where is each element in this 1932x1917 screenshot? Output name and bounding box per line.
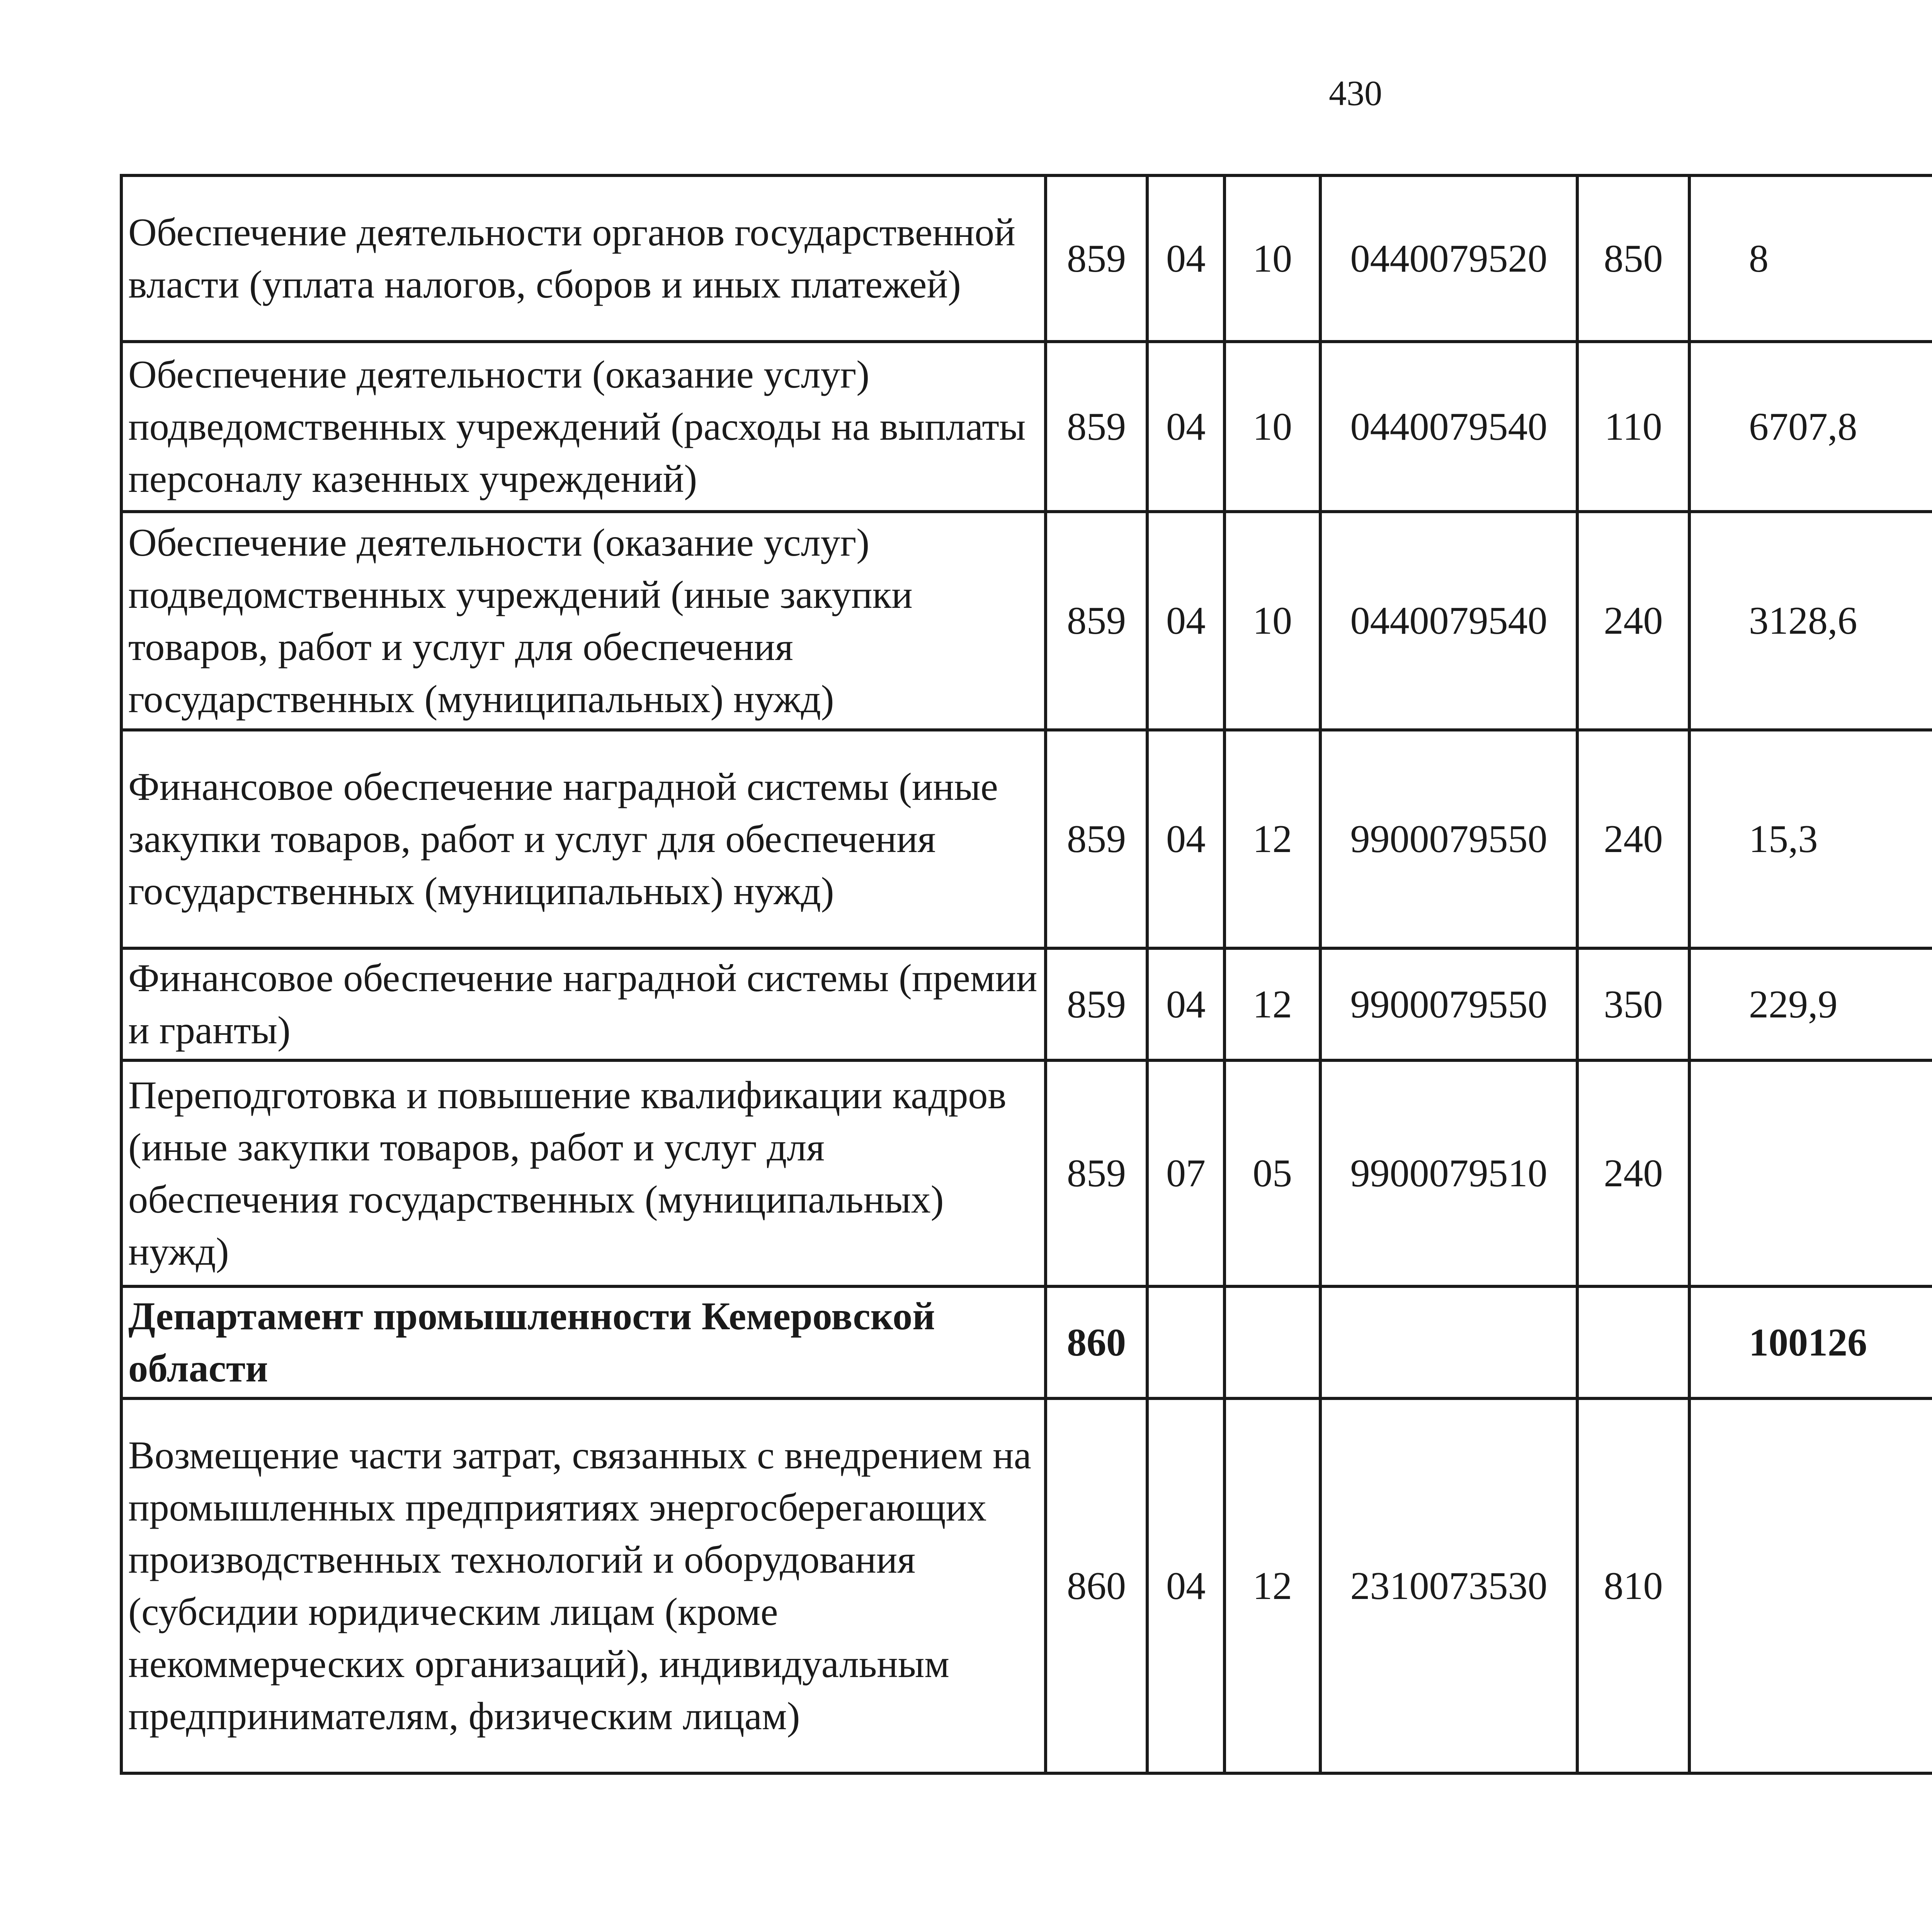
section-code-cell: 04 <box>1147 1398 1225 1773</box>
amount-year-1-cell: 3128,6 <box>1689 512 1932 730</box>
amount-year-1-cell: 8 <box>1689 175 1932 342</box>
page-number: 430 <box>1329 73 1382 113</box>
section-code-cell: 04 <box>1147 512 1225 730</box>
budget-table-body <box>121 175 1932 1773</box>
expense-type-cell: 350 <box>1577 948 1689 1060</box>
budget-table <box>120 174 1932 1775</box>
subsection-code-cell: 10 <box>1225 342 1320 512</box>
amount-year-1-cell <box>1689 1060 1932 1286</box>
subsection-code-cell <box>1225 1286 1320 1398</box>
target-article-cell: 0440079540 <box>1320 342 1577 512</box>
amount-year-1-cell: 6707,8 <box>1689 342 1932 512</box>
ministry-code-cell: 859 <box>1046 512 1147 730</box>
expense-type-cell: 810 <box>1577 1398 1689 1773</box>
ministry-code-cell: 859 <box>1046 175 1147 342</box>
ministry-code-cell: 859 <box>1046 730 1147 948</box>
section-code-cell: 07 <box>1147 1060 1225 1286</box>
target-article-cell: 9900079510 <box>1320 1060 1577 1286</box>
table-row <box>121 1398 1932 1773</box>
subsection-code-cell: 10 <box>1225 512 1320 730</box>
section-code-cell: 04 <box>1147 342 1225 512</box>
amount-year-1-cell: 229,9 <box>1689 948 1932 1060</box>
expense-type-cell: 240 <box>1577 730 1689 948</box>
section-code-cell: 04 <box>1147 948 1225 1060</box>
table-row <box>121 1060 1932 1286</box>
subsection-code-cell: 12 <box>1225 1398 1320 1773</box>
expense-type-cell: 240 <box>1577 512 1689 730</box>
target-article-cell: 0440079540 <box>1320 512 1577 730</box>
table-row <box>121 1286 1932 1398</box>
table-row <box>121 175 1932 342</box>
row-description: Обеспечение деятельности (оказание услуг) подведомственных учреждений (расходы на выплаты персоналу казенных учреждений) <box>121 342 1046 512</box>
row-description: Финансовое обеспечение наградной системы (иные закупки товаров, работ и услуг для обеспечения государственных (муниципальных) нужд) <box>121 730 1046 948</box>
ministry-code-cell: 860 <box>1046 1398 1147 1773</box>
ministry-code-cell: 859 <box>1046 342 1147 512</box>
subsection-code-cell: 12 <box>1225 730 1320 948</box>
target-article-cell: 2310073530 <box>1320 1398 1577 1773</box>
target-article-cell: 9900079550 <box>1320 730 1577 948</box>
amount-year-1-cell: 100126 <box>1689 1286 1932 1398</box>
expense-type-cell: 110 <box>1577 342 1689 512</box>
target-article-cell: 9900079550 <box>1320 948 1577 1060</box>
row-description: Обеспечение деятельности (оказание услуг) подведомственных учреждений (иные закупки товаров, работ и услуг для обеспечения государственных (муниципальных) нужд) <box>121 512 1046 730</box>
target-article-cell <box>1320 1286 1577 1398</box>
section-code-cell <box>1147 1286 1225 1398</box>
expense-type-cell <box>1577 1286 1689 1398</box>
section-code-cell: 04 <box>1147 730 1225 948</box>
expense-type-cell: 850 <box>1577 175 1689 342</box>
amount-year-1-cell <box>1689 1398 1932 1773</box>
ministry-code-cell: 860 <box>1046 1286 1147 1398</box>
subsection-code-cell: 10 <box>1225 175 1320 342</box>
ministry-code-cell: 859 <box>1046 1060 1147 1286</box>
subsection-code-cell: 05 <box>1225 1060 1320 1286</box>
row-description: Переподготовка и повышение квалификации кадров (иные закупки товаров, работ и услуг для обеспечения государственных (муниципальных) нужд) <box>121 1060 1046 1286</box>
section-code-cell: 04 <box>1147 175 1225 342</box>
table-row <box>121 342 1932 512</box>
row-description: Обеспечение деятельности органов государственной власти (уплата налогов, сборов и иных платежей) <box>121 175 1046 342</box>
table-row <box>121 730 1932 948</box>
row-description: Финансовое обеспечение наградной системы (премии и гранты) <box>121 948 1046 1060</box>
expense-type-cell: 240 <box>1577 1060 1689 1286</box>
ministry-code-cell: 859 <box>1046 948 1147 1060</box>
target-article-cell: 0440079520 <box>1320 175 1577 342</box>
row-description: Возмещение части затрат, связанных с внедрением на промышленных предприятиях энергосберегающих производственных технологий и оборудования (субсидии юридическим лицам (кроме некоммерческих организаций), индивидуальным предпринимателям, физическим лицам) <box>121 1398 1046 1773</box>
amount-year-1-cell: 15,3 <box>1689 730 1932 948</box>
table-row <box>121 948 1932 1060</box>
row-description: Департамент промышленности Кемеровской области <box>121 1286 1046 1398</box>
subsection-code-cell: 12 <box>1225 948 1320 1060</box>
table-row <box>121 512 1932 730</box>
